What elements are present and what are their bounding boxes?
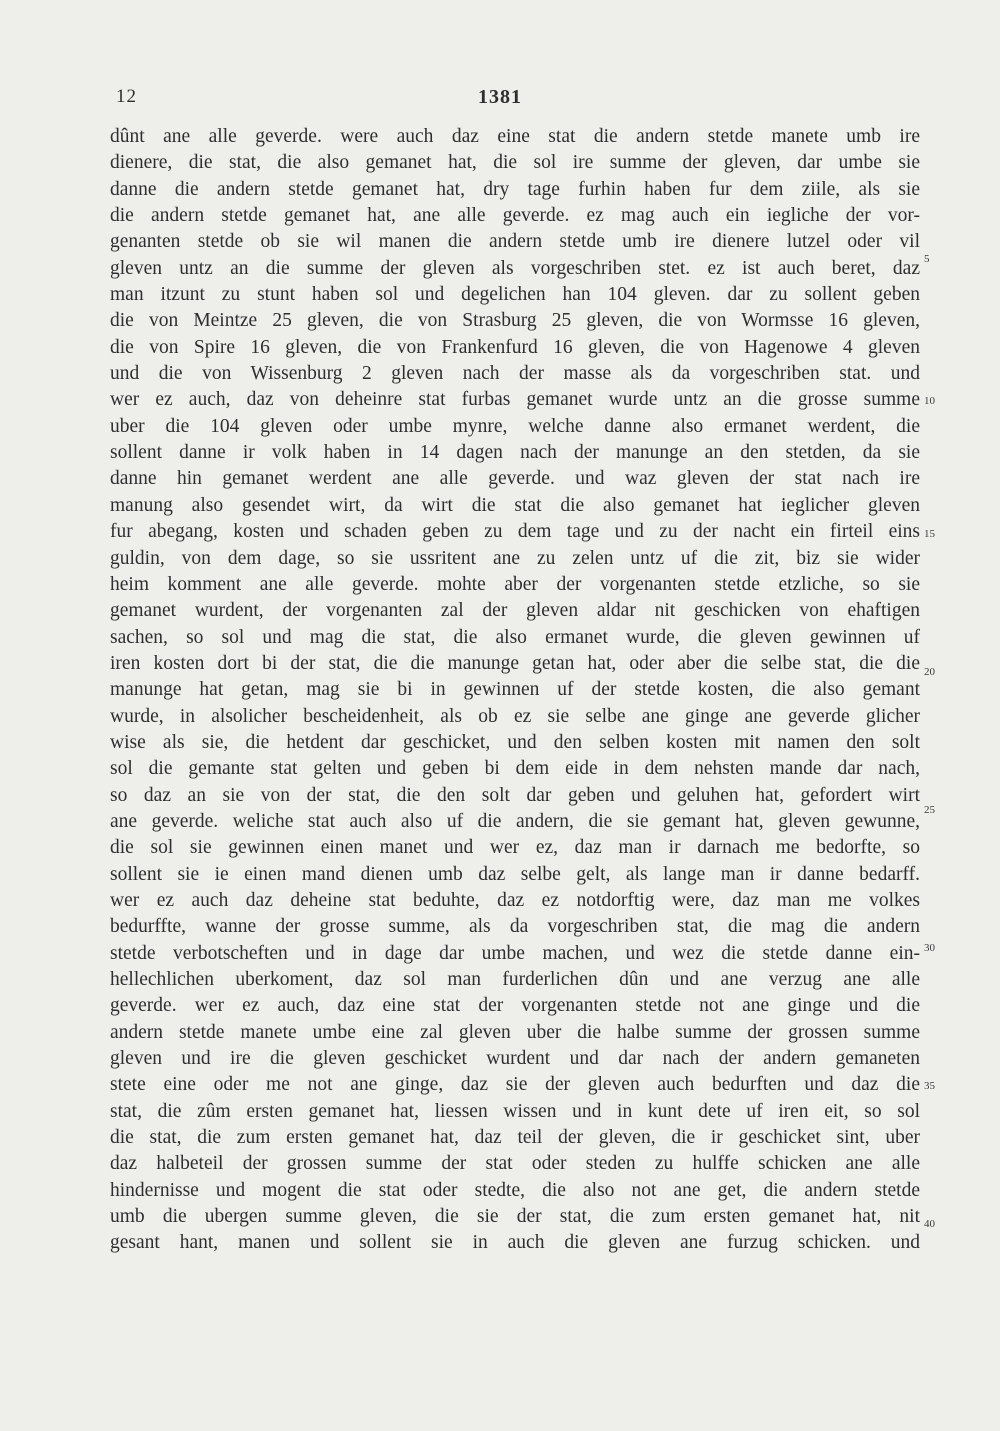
text-line: sollent sie ie einen mand dienen umb daz selbe gelt, als lange man ir danne bedarff.	[110, 863, 920, 885]
text-line: und die von Wissenburg 2 gleven nach der masse als da vorgeschriben stat. und	[110, 363, 920, 385]
text-line: wer ez auch, daz von deheinre stat furbas gemanet wurde untz an die grosse summe	[110, 389, 920, 411]
text-line: stat, die zûm ersten gemanet hat, liessen wissen und in kunt dete uf iren eit, so sol	[110, 1100, 920, 1122]
text-line: uber die 104 gleven oder umbe mynre, welche danne also ermanet werdent, die	[110, 415, 920, 437]
text-line: sollent danne ir volk haben in 14 dagen nach der manunge an den stetden, da sie	[110, 442, 920, 464]
year-heading: 1381	[478, 86, 522, 108]
text-line: gleven untz an die summe der gleven als vorgeschriben stet. ez ist auch beret, daz	[110, 257, 920, 279]
text-line: gleven und ire die gleven geschicket wurdent und dar nach der andern gemaneten	[110, 1048, 920, 1070]
line-number: 25	[924, 804, 935, 816]
text-line: die von Spire 16 gleven, die von Frankenfurd 16 gleven, die von Hagenowe 4 gleven	[110, 336, 920, 358]
line-number: 5	[924, 253, 930, 265]
text-line: sachen, so sol und mag die stat, die also ermanet wurde, die gleven gewinnen uf	[110, 626, 920, 648]
text-line: stete eine oder me not ane ginge, daz sie der gleven auch bedurften und daz die	[110, 1074, 920, 1096]
page-number: 12	[116, 86, 137, 107]
text-line: bedurffte, wanne der grosse summe, als da vorgeschriben stat, die mag die andern	[110, 916, 920, 938]
text-line: fur abegang, kosten und schaden geben zu dem tage und zu der nacht ein firteil eins	[110, 521, 920, 543]
text-line: danne die andern stetde gemanet hat, dry tage furhin haben fur dem ziile, als sie	[110, 178, 920, 200]
text-line: manunge hat getan, mag sie bi in gewinnen uf der stetde kosten, die also gemant	[110, 679, 920, 701]
text-line: danne hin gemanet werdent ane alle geverde. und waz gleven der stat nach ire	[110, 468, 920, 490]
body-text	[110, 124, 920, 1257]
text-line: dienere, die stat, die also gemanet hat, die sol ire summe der gleven, dar umbe sie	[110, 152, 920, 174]
text-line: die sol sie gewinnen einen manet und wer ez, daz man ir darnach me bedorfte, so	[110, 837, 920, 859]
text-line: manung also gesendet wirt, da wirt die stat die also gemanet hat ieglicher gleven	[110, 494, 920, 516]
text-line: wurde, in alsolicher bescheidenheit, als ob ez sie selbe ane ginge ane geverde glicher	[110, 705, 920, 727]
text-line: sol die gemante stat gelten und geben bi dem eide in dem nehsten mande dar nach,	[110, 758, 920, 780]
text-line: ane geverde. weliche stat auch also uf die andern, die sie gemant hat, gleven gewunne,	[110, 810, 920, 832]
text-line: hellechlichen uberkoment, daz sol man furderlichen dûn und ane verzug ane alle	[110, 969, 920, 990]
line-number: 30	[924, 942, 935, 954]
text-line: gemanet wurdent, der vorgenanten zal der gleven aldar nit geschicken von ehaftigen	[110, 600, 920, 622]
text-line: so daz an sie von der stat, die den solt dar geben und geluhen hat, gefordert wirt	[110, 784, 920, 806]
line-number: 15	[924, 528, 935, 540]
line-number: 35	[924, 1080, 935, 1092]
line-number: 40	[924, 1218, 935, 1230]
text-line: die von Meintze 25 gleven, die von Strasburg 25 gleven, die von Wormsse 16 gleven,	[110, 310, 920, 332]
text-line: wer ez auch daz deheine stat beduhte, daz ez notdorftig were, daz man me volkes	[110, 889, 920, 911]
text-line: daz halbeteil der grossen summe der stat oder steden zu hulffe schicken ane alle	[110, 1153, 920, 1175]
text-line: andern stetde manete umbe eine zal gleven uber die halbe summe der grossen summe	[110, 1021, 920, 1043]
text-line: die andern stetde gemanet hat, ane alle geverde. ez mag auch ein iegliche der vor-	[110, 205, 920, 227]
text-line: die stat, die zum ersten gemanet hat, daz teil der gleven, die ir geschicket sint, uber	[110, 1127, 920, 1149]
line-number: 20	[924, 666, 935, 678]
text-line: geverde. wer ez auch, daz eine stat der vorgenanten stetde not ane ginge und die	[110, 995, 920, 1017]
text-line: stetde verbotscheften und in dage dar umbe machen, und wez die stetde danne ein-	[110, 942, 920, 964]
text-line: genanten stetde ob sie wil manen die andern stetde umb ire dienere lutzel oder vil	[110, 231, 920, 253]
line-number: 10	[924, 395, 935, 407]
text-line: dûnt ane alle geverde. were auch daz eine stat die andern stetde manete umb ire	[110, 126, 920, 147]
text-line: heim komment ane alle geverde. mohte aber der vorgenanten stetde etzliche, so sie	[110, 573, 920, 595]
text-line: gesant hant, manen und sollent sie in auch die gleven ane furzug schicken. und	[110, 1232, 920, 1254]
text-line: wise als sie, die hetdent dar geschicket, und den selben kosten mit namen den solt	[110, 731, 920, 753]
text-line: hindernisse und mogent die stat oder stedte, die also not ane get, die andern stetde	[110, 1179, 920, 1201]
text-line: guldin, von dem dage, so sie ussritent ane zu zelen untz uf die zit, biz sie wider	[110, 547, 920, 569]
text-line: iren kosten dort bi der stat, die die manunge getan hat, oder aber die selbe stat, die die	[110, 652, 920, 674]
text-line: umb die ubergen summe gleven, die sie der stat, die zum ersten gemanet hat, nit	[110, 1206, 920, 1228]
text-line: man itzunt zu stunt haben sol und degelichen han 104 gleven. dar zu sollent geben	[110, 284, 920, 306]
